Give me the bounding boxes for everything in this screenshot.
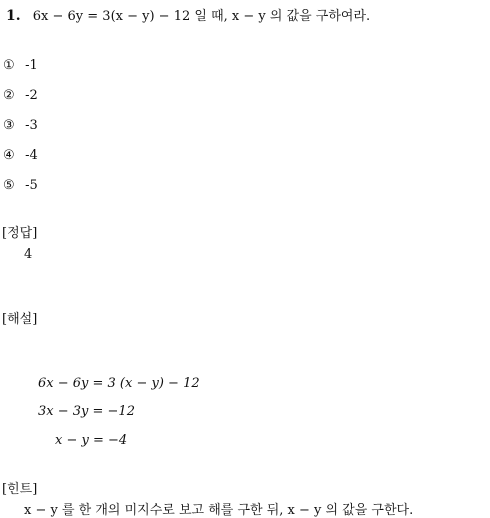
question [6, 5, 370, 24]
solution-line-1: 6x − 6y = 3 (x − y) − 12 [38, 376, 200, 391]
choice-text: -2 [25, 88, 38, 103]
choice-mark: ④ [3, 148, 15, 163]
choice-mark: ② [3, 88, 15, 103]
choice-text: -4 [25, 148, 38, 163]
answer-label: [정답] [2, 226, 38, 241]
choice-text: -1 [25, 58, 38, 73]
choice-2[interactable] [3, 88, 38, 103]
choice-mark: ⑤ [3, 178, 15, 193]
solution-label: [해설] [2, 312, 38, 327]
hint-label: [힌트] [2, 482, 38, 497]
hint-text: x − y 를 한 개의 미지수로 보고 해를 구한 뒤, x − y 의 값을 구한다. [24, 503, 414, 518]
solution-line-2: 3x − 3y = −12 [38, 404, 135, 419]
choice-text: -3 [25, 118, 38, 133]
choice-1[interactable] [3, 58, 38, 73]
choice-4[interactable] [3, 148, 38, 163]
question-stem: 6x − 6y = 3(x − y) − 12 일 때, x − y 의 값을 구하여라. [32, 9, 371, 24]
solution-line-3: x − y = −4 [55, 433, 128, 448]
choice-3[interactable] [3, 118, 38, 133]
question-number: 1. [6, 8, 21, 24]
choice-mark: ① [3, 58, 15, 73]
choice-text: -5 [25, 178, 38, 193]
answer-value: 4 [24, 247, 33, 262]
choice-mark: ③ [3, 118, 15, 133]
choice-5[interactable] [3, 178, 38, 193]
